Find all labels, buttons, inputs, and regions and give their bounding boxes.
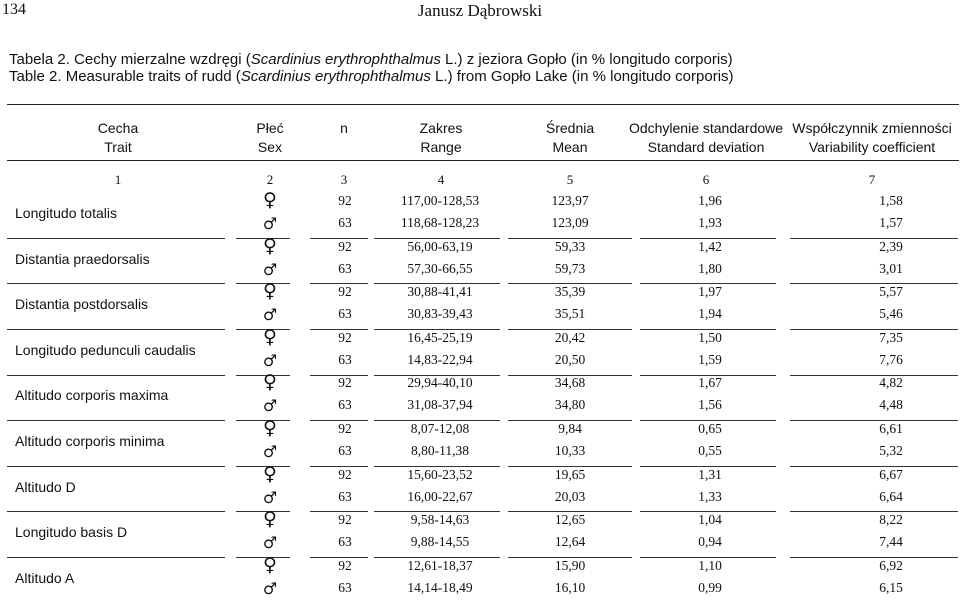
trait-name: Altitudo corporis minima [15, 433, 165, 449]
male-n-cell: 63 [338, 306, 352, 322]
male-mean-cell: 12,64 [554, 534, 586, 550]
male-mean-cell: 59,73 [554, 260, 586, 276]
female-symbol-icon: ♀ [263, 371, 277, 394]
row-separator [7, 283, 225, 284]
female-n-cell: 92 [338, 375, 352, 391]
col-header-mean [546, 119, 594, 157]
male-range-cell: 14,83-22,94 [407, 351, 473, 367]
male-sd-cell: 1,59 [698, 351, 722, 367]
table-top-rule [7, 104, 959, 105]
female-vc-cell: 6,67 [879, 466, 903, 482]
trait-name: Longitudo pedunculi caudalis [15, 341, 196, 358]
female-sd-cell: 1,42 [698, 238, 722, 254]
male-vc-cell: 4,48 [879, 397, 903, 413]
male-vc-cell: 7,44 [879, 534, 903, 550]
col-header-sex-en: Sex [257, 139, 283, 155]
male-mean-cell: 35,51 [554, 306, 586, 322]
male-symbol-icon: ♂ [262, 305, 278, 325]
male-symbol-icon: ♂ [262, 533, 278, 553]
male-n-cell: 63 [338, 397, 352, 413]
female-vc-cell: 4,82 [879, 375, 903, 391]
female-range-cell: 15,60-23,52 [407, 466, 473, 482]
female-sd-cell: 1,67 [698, 375, 722, 391]
trait-name: Longitudo basis D [15, 524, 128, 541]
col-header-range-en: Range [420, 139, 462, 155]
column-number: 3 [340, 172, 348, 187]
female-mean-cell: 123,97 [551, 193, 589, 208]
col-header-vc-pl: Współczynnik zmienności [792, 120, 952, 136]
female-n-cell: 92 [338, 557, 352, 573]
female-n-cell: 92 [338, 466, 352, 482]
male-symbol-icon: ♂ [262, 350, 278, 370]
male-n-cell: 63 [338, 215, 352, 230]
female-range-cell: 29,94-40,10 [407, 375, 473, 391]
female-vc-cell: 7,35 [879, 329, 903, 345]
male-symbol-icon: ♂ [262, 396, 278, 416]
female-mean-cell: 34,68 [554, 375, 586, 391]
female-range-cell: 12,61-18,37 [407, 557, 473, 573]
col-header-sd-en: Standard deviation [647, 139, 765, 155]
male-range-cell: 57,30-66,55 [407, 260, 473, 276]
col-header-trait-pl: Cecha [97, 120, 139, 136]
male-range-cell: 31,08-37,94 [407, 397, 473, 413]
male-mean-cell: 16,10 [554, 579, 586, 595]
caption-pl-prefix: Tabela 2. Cechy mierzalne wzdręgi ( [9, 51, 251, 68]
row-separator [7, 329, 225, 330]
female-symbol-icon: ♀ [263, 508, 277, 531]
col-header-vc-en: Variability coefficient [808, 139, 936, 155]
male-mean-cell: 20,50 [554, 351, 586, 367]
female-mean-cell: 19,65 [554, 466, 586, 482]
col-header-range [420, 119, 463, 157]
trait-name: Longitudo totalis [15, 205, 117, 221]
female-mean-cell: 12,65 [554, 512, 586, 528]
female-n-cell: 92 [338, 329, 352, 345]
male-sd-cell: 1,33 [698, 488, 722, 504]
caption-en-prefix: Table 2. Measurable traits of rudd ( [9, 68, 241, 85]
female-range-cell: 56,00-63,19 [407, 238, 473, 254]
page-number: 134 [2, 1, 26, 18]
column-number: 6 [702, 172, 710, 187]
trait-name: Altitudo D [15, 478, 76, 495]
running-head-author: Janusz Dąbrowski [417, 1, 543, 20]
male-sd-cell: 0,94 [698, 534, 722, 550]
row-separator [7, 238, 225, 239]
row-separator [7, 466, 225, 467]
female-sd-cell: 1,10 [698, 557, 722, 573]
male-mean-cell: 34,80 [554, 397, 586, 413]
male-symbol-icon: ♂ [262, 578, 278, 598]
col-header-n-label: n [340, 120, 348, 136]
trait-name: Distantia postdorsalis [15, 296, 149, 313]
caption-pl-species: Scardinius erythrophthalmus [250, 51, 441, 68]
col-header-sd-pl: Odchylenie standardowe [628, 120, 784, 136]
male-sd-cell: 0,99 [698, 579, 722, 595]
male-mean-cell: 10,33 [554, 443, 586, 458]
male-vc-cell: 6,15 [879, 579, 903, 595]
column-number: 4 [437, 172, 445, 187]
male-range-cell: 9,88-14,55 [410, 534, 470, 550]
male-vc-cell: 5,46 [879, 306, 903, 322]
female-symbol-icon: ♀ [263, 417, 277, 439]
male-sd-cell: 0,55 [698, 443, 722, 458]
female-range-cell: 30,88-41,41 [407, 284, 473, 300]
female-mean-cell: 15,90 [554, 557, 586, 573]
col-header-mean-pl: Średnia [545, 120, 595, 136]
col-header-range-pl: Zakres [419, 120, 463, 136]
col-header-sd [629, 119, 783, 157]
female-n-cell: 92 [338, 284, 352, 300]
male-n-cell: 63 [338, 488, 352, 504]
female-sd-cell: 1,96 [698, 193, 722, 208]
female-n-cell: 92 [338, 193, 352, 208]
col-header-n [340, 119, 348, 138]
male-range-cell: 14,14-18,49 [407, 579, 473, 595]
caption-en-suffix: L.) from Gopło Lake (in % longitudo corporis) [430, 68, 734, 85]
female-sd-cell: 1,50 [698, 329, 722, 345]
female-mean-cell: 59,33 [554, 238, 586, 254]
male-range-cell: 8,80-11,38 [411, 443, 469, 458]
female-vc-cell: 2,39 [879, 238, 903, 254]
female-n-cell: 92 [338, 512, 352, 528]
male-n-cell: 63 [338, 534, 352, 550]
female-n-cell: 92 [338, 421, 352, 436]
table-caption-polish [9, 51, 733, 68]
female-symbol-icon: ♀ [263, 462, 277, 485]
female-range-cell: 8,07-12,08 [410, 421, 470, 436]
female-mean-cell: 35,39 [554, 284, 586, 300]
table-caption-english [9, 68, 734, 85]
female-symbol-icon: ♀ [263, 189, 277, 211]
female-vc-cell: 6,92 [879, 557, 903, 573]
female-mean-cell: 9,84 [558, 421, 582, 436]
male-symbol-icon: ♂ [262, 259, 278, 279]
male-vc-cell: 7,76 [879, 351, 903, 367]
male-vc-cell: 6,64 [879, 488, 903, 504]
female-n-cell: 92 [338, 238, 352, 254]
male-sd-cell: 1,80 [698, 260, 722, 276]
male-symbol-icon: ♂ [262, 487, 278, 507]
row-separator [7, 511, 225, 512]
male-vc-cell: 3,01 [879, 260, 903, 276]
row-separator [7, 420, 225, 421]
trait-name: Altitudo corporis maxima [15, 387, 169, 404]
row-separator [7, 557, 225, 558]
column-number: 7 [868, 172, 876, 187]
female-vc-cell: 8,22 [879, 512, 903, 528]
row-separator [7, 375, 225, 376]
female-sd-cell: 1,04 [698, 512, 722, 528]
male-mean-cell: 20,03 [554, 488, 586, 504]
male-vc-cell: 1,57 [879, 215, 903, 230]
header-bottom-rule [7, 160, 959, 161]
female-range-cell: 117,00-128,53 [400, 193, 480, 208]
male-vc-cell: 5,32 [879, 443, 903, 458]
col-header-trait [98, 119, 138, 157]
male-sd-cell: 1,94 [698, 306, 722, 322]
female-symbol-icon: ♀ [263, 234, 277, 257]
column-number: 1 [114, 172, 122, 187]
male-range-cell: 118,68-128,23 [400, 215, 480, 230]
male-symbol-icon: ♂ [262, 442, 278, 461]
female-range-cell: 9,58-14,63 [410, 512, 470, 528]
male-n-cell: 63 [338, 443, 352, 458]
caption-en-species: Scardinius erythrophthalmus [240, 68, 431, 85]
female-mean-cell: 20,42 [554, 329, 586, 345]
trait-name: Distantia praedorsalis [15, 250, 150, 267]
female-sd-cell: 1,31 [698, 466, 722, 482]
trait-name: Altitudo A [15, 569, 75, 586]
col-header-trait-en: Trait [104, 139, 132, 155]
male-sd-cell: 1,56 [698, 397, 722, 413]
female-sd-cell: 0,65 [698, 421, 722, 436]
male-n-cell: 63 [338, 579, 352, 595]
col-header-mean-en: Mean [552, 139, 588, 155]
male-sd-cell: 1,93 [698, 215, 722, 230]
col-header-sex [256, 119, 283, 157]
col-header-vc [792, 119, 952, 157]
male-range-cell: 16,00-22,67 [407, 488, 473, 504]
male-range-cell: 30,83-39,43 [407, 306, 473, 322]
male-mean-cell: 123,09 [551, 215, 589, 230]
female-vc-cell: 6,61 [879, 421, 903, 436]
male-symbol-icon: ♂ [262, 214, 278, 233]
caption-pl-suffix: L.) z jeziora Gopło (in % longitudo corporis) [440, 51, 733, 68]
female-sd-cell: 1,97 [698, 284, 722, 300]
col-header-sex-pl: Płeć [256, 120, 284, 136]
female-vc-cell: 1,58 [879, 193, 903, 208]
female-symbol-icon: ♀ [263, 553, 277, 576]
column-number: 5 [566, 172, 574, 187]
female-range-cell: 16,45-25,19 [407, 329, 473, 345]
female-symbol-icon: ♀ [263, 280, 277, 303]
female-symbol-icon: ♀ [263, 325, 277, 348]
male-n-cell: 63 [338, 351, 352, 367]
column-number: 2 [266, 172, 274, 187]
female-vc-cell: 5,57 [879, 284, 903, 300]
male-n-cell: 63 [338, 260, 352, 276]
